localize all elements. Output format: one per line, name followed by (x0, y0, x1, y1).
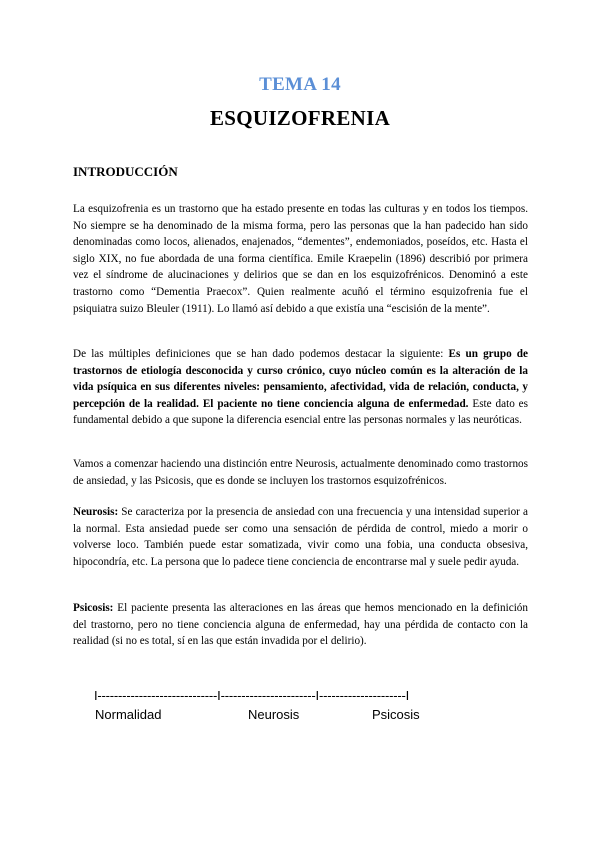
paragraph-distinction: Vamos a comenzar haciendo una distinción entre Neurosis, actualmente denominado como trastornos de ansiedad, y las Psicosis, que es donde se incluyen los trastornos esquizofrénicos. (73, 458, 528, 487)
neurosis-text: Se caracteriza por la presencia de ansiedad con una frecuencia y una intensidad superior a la normal. Esta ansiedad puede ser como una sensación de pérdida de control, miedo a morir o volverse loco. También puede estar somatizada, vivir como una fobia, una conducta obsesiva, hipocondría, etc. La persona que lo padece tiene conciencia de encontrarse mal y suele pedir ayuda. (73, 506, 528, 568)
definition-bold-text: Es un grupo de trastornos de etiología desconocida y curso crónico, cuyo núcleo común es la alteración de la vida psíquica en sus diferentes niveles: pensamiento, afectividad, vida de relación, conducta, y percepción de la realidad. El paciente no tiene conciencia alguna de enfermedad. (73, 348, 528, 410)
paragraph-definition (73, 346, 528, 429)
chapter-title: ESQUIZOFRENIA (209, 106, 391, 130)
definition-intro-text: De las múltiples definiciones que se han dado podemos destacar la siguiente: (73, 348, 449, 360)
definition-rest-text: Este dato es fundamental debido a que supone la diferencia esencial entre las personas normales y las neuróticas. (73, 397, 529, 427)
paragraph-history: La esquizofrenia es un trastorno que ha estado presente en todas las culturas y en todos los tiempos. No siempre se ha denominado de la misma forma, pero las personas que la han padecido han sido denominadas como locos, alienados, enajenados, “dementes”, endemoniados, poseídos, etc. Hasta el siglo XIX, no fue abordada de una forma científica. Emile Kraepelin (1896) describió por primera vez el síndrome de alucinaciones y delirios que se dan en los esquizofrénicos. Denominó a este trastorno como “Dementia Praecox”. Quien realmente acuñó el término esquizofrenia fue el psiquiatra suizo Bleuler (1911). Lo llamó así debido a que existía una “escisión de la mente”. (73, 203, 528, 315)
chapter-number: TEMA 14 (259, 74, 341, 95)
psicosis-term: Psicosis: (73, 602, 114, 614)
psicosis-text: El paciente presenta las alteraciones en las áreas que hemos mencionado en la definición del trastorno, pero no tiene conciencia alguna de enfermedad, hay una pérdida de contacto con la realidad (si no es total, sí en las que están invadida por el delirio). (73, 602, 528, 648)
section-heading-introduccion: INTRODUCCIÓN (73, 164, 178, 179)
scale-label-psicosis: Psicosis (372, 707, 420, 722)
scale-label-normalidad: Normalidad (95, 707, 162, 722)
paragraph-psicosis (73, 600, 528, 650)
neurosis-term: Neurosis: (73, 506, 119, 518)
scale-label-neurosis: Neurosis (248, 707, 300, 722)
continuum-scale-line: I-----------------------------I-----------------------I---------------------I (94, 688, 410, 703)
paragraph-neurosis (73, 504, 528, 570)
